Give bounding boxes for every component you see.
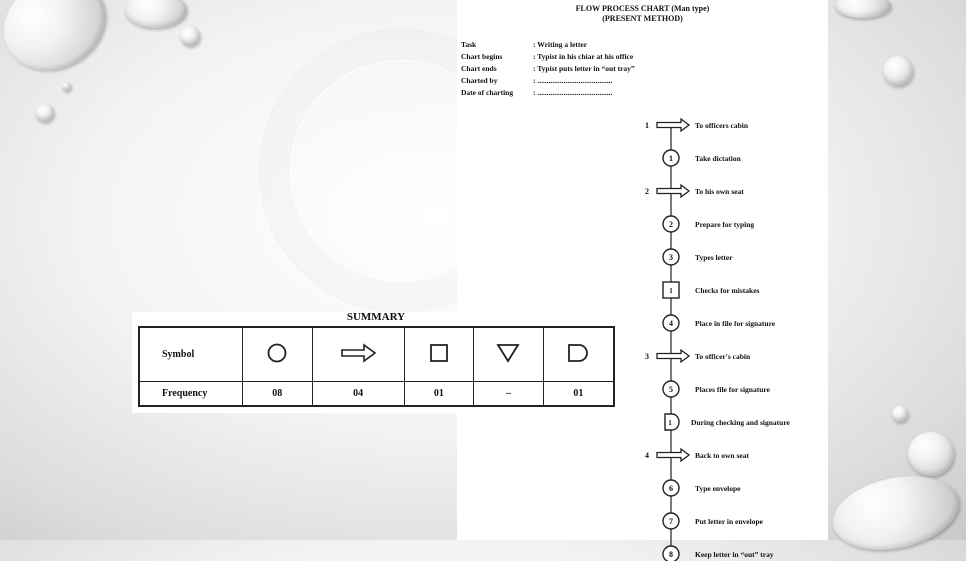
flow-step-operation	[663, 249, 733, 265]
step-number: 3	[645, 352, 649, 361]
summary-symbol-cell	[543, 327, 614, 382]
step-label: Places file for signature	[695, 385, 770, 394]
flow-step-operation	[663, 381, 771, 397]
frequency-cell: –	[474, 382, 544, 406]
transport-arrow-icon	[657, 350, 689, 362]
flow-step-operation	[663, 315, 776, 331]
flow-step-transport	[645, 185, 744, 197]
water-drop-icon	[826, 465, 966, 560]
step-number: 4	[669, 319, 673, 328]
chart-subtitle: (PRESENT METHOD)	[602, 14, 683, 23]
step-number: 1	[645, 121, 649, 130]
flow-step-transport	[645, 449, 749, 461]
water-drop-icon	[892, 406, 908, 422]
step-label: Back to own seat	[695, 451, 749, 460]
chart-title: FLOW PROCESS CHART (Man type)	[575, 4, 710, 13]
transport-arrow-icon	[338, 341, 378, 365]
flow-step-operation	[663, 150, 742, 166]
water-drop-icon	[0, 0, 122, 88]
step-label: During checking and signature	[691, 418, 790, 427]
frequency-cell: 01	[543, 382, 614, 406]
frequency-row-label: Frequency	[139, 382, 243, 406]
delay-d-icon	[665, 414, 679, 430]
flow-step-delay	[665, 414, 791, 430]
step-label: Place in file for signature	[695, 319, 776, 328]
storage-triangle-icon	[493, 341, 523, 365]
flow-step-transport	[645, 350, 751, 362]
meta-value: : ........................................	[533, 88, 613, 97]
step-label: Type envelope	[695, 484, 741, 493]
frequency-cell: 01	[404, 382, 474, 406]
step-label: To officer's cabin	[695, 352, 751, 361]
meta-value: : Typist puts letter in “out tray”	[533, 64, 635, 73]
step-number: 7	[669, 517, 673, 526]
step-number: 6	[669, 484, 673, 493]
summary-table	[138, 326, 615, 407]
step-label: Keep letter in “out” tray	[695, 550, 774, 559]
symbol-row	[139, 327, 614, 382]
inspection-square-icon	[424, 341, 454, 365]
summary-symbol-cell	[474, 327, 544, 382]
step-label: Checks for mistakes	[695, 286, 760, 295]
water-drop-icon	[36, 104, 54, 122]
water-drop-icon	[62, 82, 71, 91]
flow-step-operation	[663, 216, 754, 232]
flow-diagram	[457, 0, 828, 559]
step-number: 4	[645, 451, 649, 460]
flow-step-inspection	[663, 282, 760, 298]
step-number: 2	[645, 187, 649, 196]
water-drop-icon	[883, 56, 913, 86]
meta-key: Date of charting	[461, 88, 514, 97]
summary-symbol-cell	[404, 327, 474, 382]
meta-key: Task	[461, 40, 477, 49]
step-number: 2	[669, 220, 673, 229]
frequency-row	[139, 382, 614, 406]
frequency-cell: 04	[312, 382, 404, 406]
step-label: Prepare for typing	[695, 220, 755, 229]
flow-step-operation	[663, 480, 741, 496]
meta-value: : Typist in his chiar at his office	[533, 52, 634, 61]
step-number: 5	[669, 385, 673, 394]
step-number: 3	[669, 253, 673, 262]
meta-key: Chart ends	[461, 64, 497, 73]
flow-step-operation	[663, 546, 774, 561]
step-label: Types letter	[695, 253, 733, 262]
step-label: Put letter in envelope	[695, 517, 763, 526]
flow-process-chart-page	[457, 0, 828, 559]
transport-arrow-icon	[657, 449, 689, 461]
step-number: 1	[669, 154, 673, 163]
summary-symbol-cell	[312, 327, 404, 382]
symbol-row-label: Symbol	[139, 327, 243, 382]
operation-circle-icon	[262, 341, 292, 365]
frequency-cell: 08	[243, 382, 313, 406]
meta-key: Chart begins	[461, 52, 503, 61]
step-label: Take dictation	[695, 154, 741, 163]
step-label: To his own seat	[695, 187, 744, 196]
step-number: 1	[668, 419, 672, 427]
flow-step-transport	[645, 119, 749, 131]
summary-title: SUMMARY	[346, 311, 406, 323]
delay-d-icon	[563, 341, 593, 365]
water-drop-icon	[835, 0, 891, 18]
transport-arrow-icon	[657, 185, 689, 197]
step-number: 8	[669, 550, 673, 559]
flow-step-operation	[663, 513, 764, 529]
water-drop-icon	[908, 432, 954, 476]
summary-symbol-cell	[243, 327, 313, 382]
meta-key: Charted by	[461, 76, 498, 85]
meta-value: : Writing a letter	[533, 40, 588, 49]
water-drop-icon	[125, 0, 187, 28]
step-label: To officers cabin	[695, 121, 749, 130]
water-drop-icon	[180, 26, 200, 46]
step-number: 1	[669, 287, 673, 295]
meta-value: : ........................................	[533, 76, 613, 85]
transport-arrow-icon	[657, 119, 689, 131]
summary-panel	[132, 312, 620, 413]
